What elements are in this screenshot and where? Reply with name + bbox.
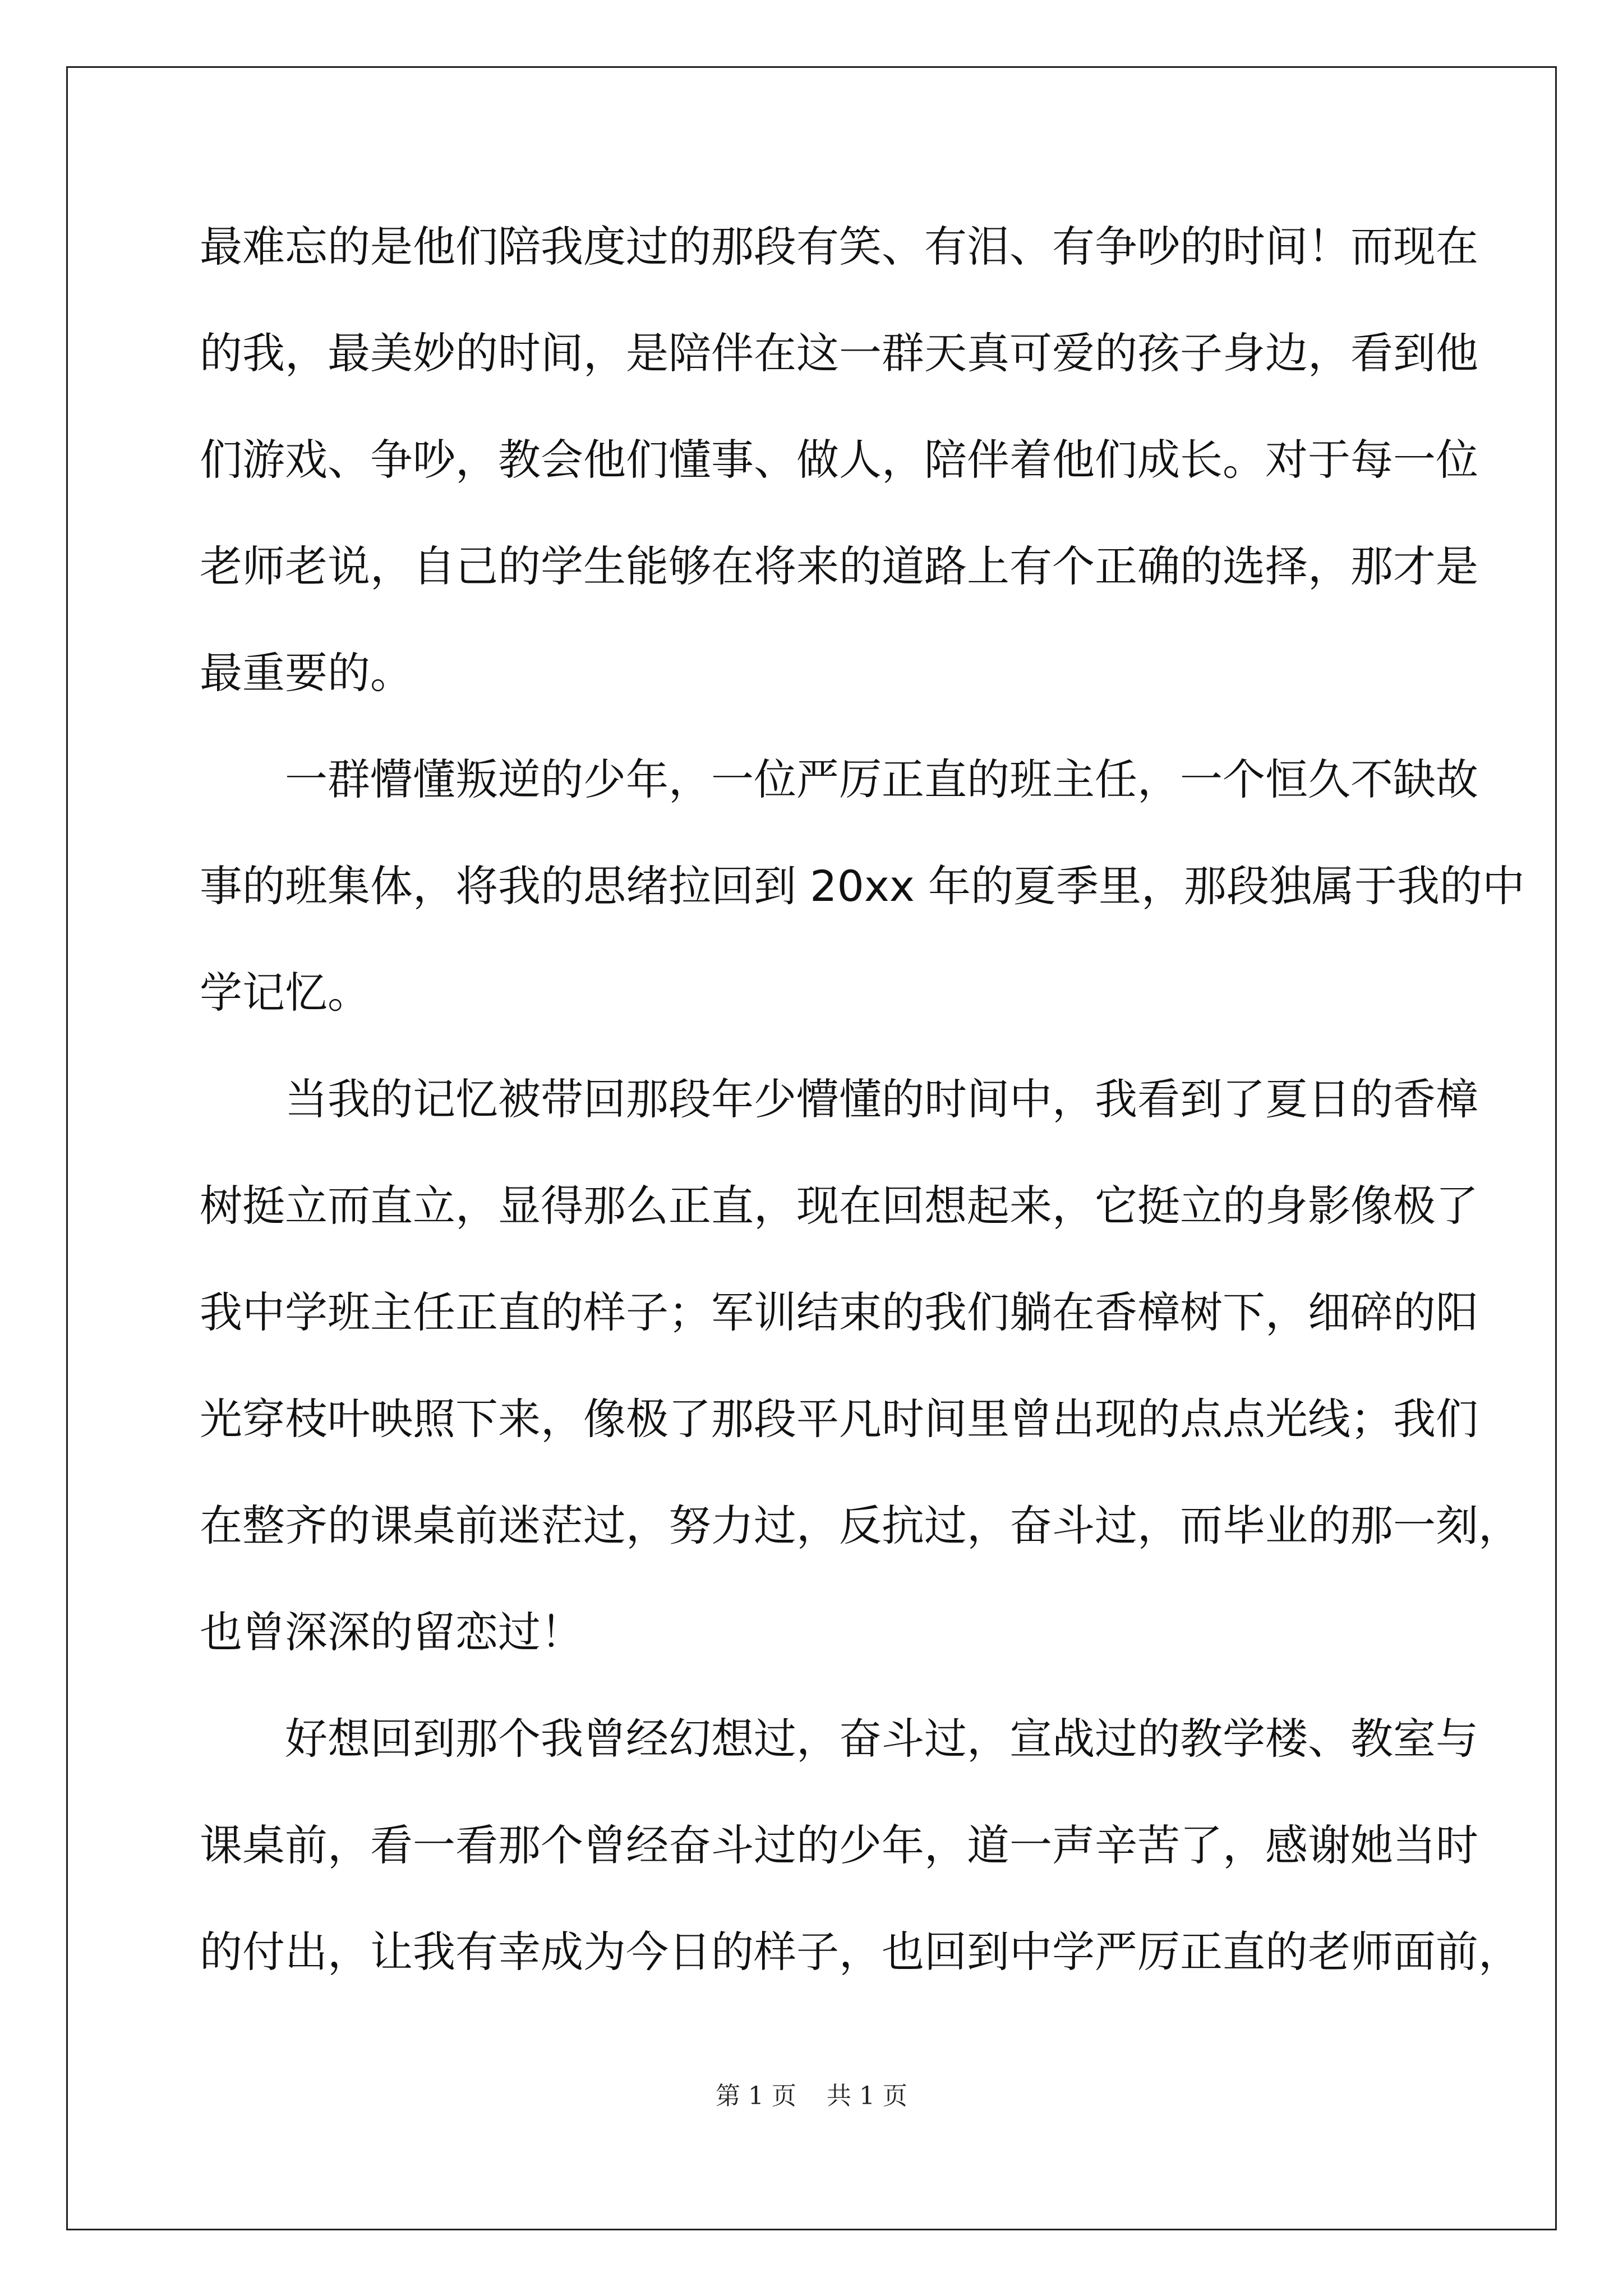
- text-line: 课桌前，看一看那个曾经奋斗过的少年，道一声辛苦了，感谢她当时: [200, 1820, 1478, 1870]
- text-line: 树挺立而直立，显得那么正直，现在回想起来，它挺立的身影像极了: [200, 1181, 1478, 1231]
- document-body: [200, 194, 1525, 2005]
- page-footer: [0, 2076, 1623, 2111]
- page-number: 第 1 页: [716, 2082, 796, 2110]
- text-line: 们游戏、争吵，教会他们懂事、做人，陪伴着他们成长。对于每一位: [200, 435, 1478, 485]
- text-line: 最重要的。: [200, 648, 413, 698]
- text-line: 我中学班主任正直的样子；军训结束的我们躺在香樟树下，细碎的阳: [200, 1287, 1478, 1337]
- page-total: 共 1 页: [827, 2082, 907, 2110]
- text-line: 好想回到那个我曾经幻想过，奋斗过，宣战过的教学楼、教室与: [285, 1714, 1478, 1764]
- text-line: 也曾深深的留恋过！: [200, 1607, 583, 1657]
- text-line: 一群懵懂叛逆的少年，一位严厉正直的班主任，一个恒久不缺故: [285, 754, 1478, 804]
- text-line: 老师老说，自己的学生能够在将来的道路上有个正确的选择，那才是: [200, 541, 1478, 591]
- text-line: 事的班集体，将我的思绪拉回到 20xx 年的夏季里，那段独属于我的中: [200, 861, 1525, 911]
- text-line: 学记忆。: [200, 968, 370, 1018]
- text-line: 光穿枝叶映照下来，像极了那段平凡时间里曾出现的点点光线；我们: [200, 1394, 1478, 1444]
- text-line: 的我，最美妙的时间，是陪伴在这一群天真可爱的孩子身边，看到他: [200, 328, 1478, 378]
- text-line: 在整齐的课桌前迷茫过，努力过，反抗过，奋斗过，而毕业的那一刻，: [200, 1501, 1521, 1550]
- text-line: 最难忘的是他们陪我度过的那段有笑、有泪、有争吵的时间！而现在: [200, 222, 1478, 272]
- text-line: 的付出，让我有幸成为今日的样子，也回到中学严厉正直的老师面前，: [200, 1927, 1521, 1977]
- text-line: 当我的记忆被带回那段年少懵懂的时间中，我看到了夏日的香樟: [285, 1074, 1478, 1124]
